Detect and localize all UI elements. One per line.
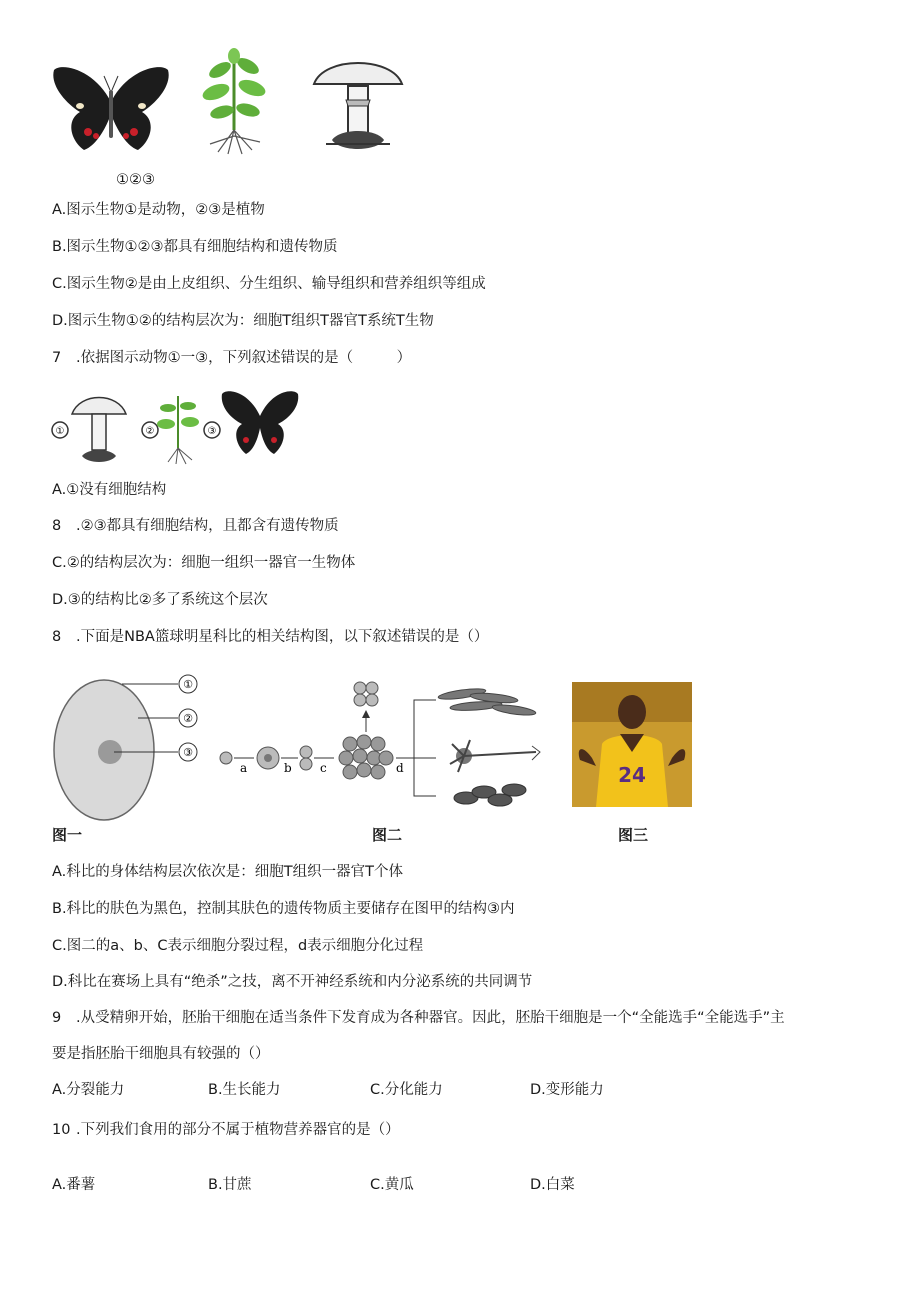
q10-option-c: C.黄瓜	[370, 1177, 414, 1193]
q7-mark-1: ①	[55, 426, 65, 437]
q6-option-b: B.图示生物①②③都具有细胞结构和遗传物质	[52, 239, 338, 255]
q7-option-b-text: .②③都具有细胞结构，且都含有遗传物质	[76, 518, 339, 534]
q9-option-a: A.分裂能力	[52, 1082, 125, 1098]
q10-option-a: A.番薯	[52, 1177, 96, 1193]
q8-figure1-cell	[50, 674, 210, 824]
q9-number: 9	[52, 1010, 62, 1026]
q9-stem-line2: 要是指胚胎干细胞具有较强的（）	[52, 1046, 270, 1062]
q8-option-d: D.科比在赛场上具有“绝杀”之技，离不开神经系统和内分泌系统的共同调节	[52, 974, 533, 990]
q6-option-d: D.图示生物①②的结构层次为：细胞T组织T器官T系统T生物	[52, 313, 434, 329]
q10-option-d: D.白菜	[530, 1177, 575, 1193]
q6-butterfly-image	[50, 62, 172, 158]
q7-option-b-number: 8	[52, 518, 62, 534]
q8-option-c: C.图二的a、b、C表示细胞分裂过程，d表示细胞分化过程	[52, 938, 424, 954]
q8-option-b: B.科比的肤色为黑色，控制其肤色的遗传物质主要储存在图甲的结构③内	[52, 901, 515, 917]
q7-stem	[52, 348, 411, 368]
q7-option-d: D.③的结构比②多了系统这个层次	[52, 592, 268, 608]
q10-stem-text: .下列我们食用的部分不属于植物营养器官的是（）	[76, 1122, 400, 1138]
q9-stem-line1	[52, 1008, 785, 1028]
q8-figure2-division	[214, 672, 554, 822]
q7-option-a: A.①没有细胞结构	[52, 482, 167, 498]
q8-figure3-kobe-photo	[572, 682, 692, 807]
jersey-number: 24	[618, 763, 646, 787]
q9-option-c: C.分化能力	[370, 1082, 443, 1098]
q8-option-a: A.科比的身体结构层次依次是：细胞T组织一器官T个体	[52, 864, 403, 880]
q9-stem-text: .从受精卵开始，胚胎干细胞在适当条件下发育成为各种器官。因此，胚胎干细胞是一个“全能选手“全能选手”主	[76, 1010, 785, 1026]
fig1-mark-1: ①	[183, 678, 193, 691]
fig1-mark-3: ③	[183, 746, 193, 759]
q7-option-b	[52, 516, 339, 536]
fig2-letter-d: d	[396, 761, 404, 775]
figure2-label: 图二	[372, 826, 403, 844]
q7-number: 7	[52, 350, 62, 366]
q8-stem	[52, 627, 488, 647]
fig2-letter-b: b	[284, 761, 292, 775]
q9-option-d: D.变形能力	[530, 1082, 604, 1098]
figure1-label: 图一	[52, 826, 83, 844]
q6-plant-image	[198, 48, 270, 158]
q7-figure	[50, 386, 300, 466]
fig1-mark-2: ②	[183, 712, 193, 725]
fig2-letter-a: a	[240, 761, 248, 775]
q10-stem	[52, 1120, 400, 1140]
q6-figure-caption: ①②③	[116, 172, 155, 188]
q7-mark-3: ③	[207, 426, 217, 437]
q9-option-b: B.生长能力	[208, 1082, 281, 1098]
q6-option-c: C.图示生物②是由上皮组织、分生组织、输导组织和营养组织等组成	[52, 276, 486, 292]
q10-number: 10	[52, 1122, 71, 1138]
figure3-label: 图三	[618, 826, 649, 844]
q7-mark-2: ②	[145, 426, 155, 437]
q6-mushroom-image	[310, 48, 406, 158]
q10-option-b: B.甘蔗	[208, 1177, 252, 1193]
q7-stem-text: .依据图示动物①一③，下列叙述错误的是（ ）	[76, 350, 412, 366]
q8-stem-text: .下面是NBA篮球明星科比的相关结构图，以下叙述错误的是（）	[76, 629, 489, 645]
q7-option-c: C.②的结构层次为：细胞一组织一器官一生物体	[52, 555, 356, 571]
q8-number: 8	[52, 629, 62, 645]
q6-option-a: A.图示生物①是动物，②③是植物	[52, 202, 265, 218]
fig2-letter-c: c	[320, 761, 327, 775]
